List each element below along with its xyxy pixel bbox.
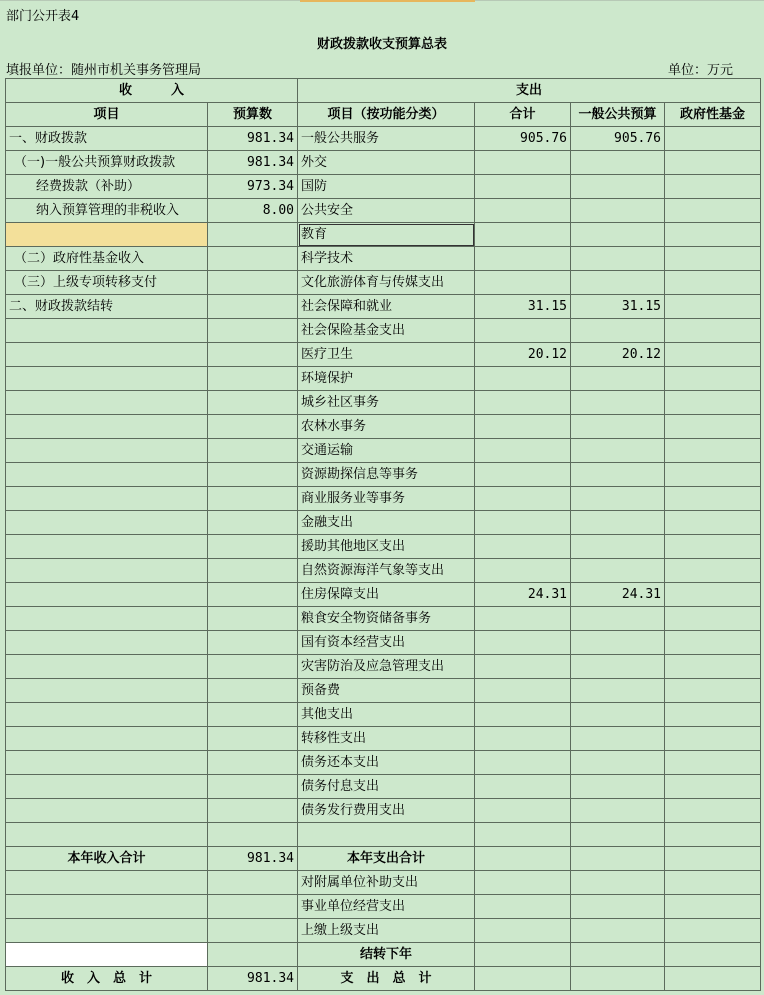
expense-item-cell[interactable]: 自然资源海洋气象等支出 — [298, 559, 475, 583]
income-value-cell[interactable] — [208, 247, 298, 271]
income-value-cell[interactable] — [208, 223, 298, 247]
expense-total-cell[interactable] — [475, 703, 571, 727]
income-item-cell[interactable]: （三）上级专项转移支付 — [6, 271, 208, 295]
income-value-cell[interactable] — [208, 559, 298, 583]
expense-fund-cell[interactable] — [665, 607, 761, 631]
table-row — [6, 151, 761, 175]
income-total-value[interactable]: 981.34 — [208, 847, 298, 871]
expense-fund-cell[interactable] — [665, 535, 761, 559]
top-border — [0, 0, 764, 1]
expense-total-cell[interactable] — [475, 199, 571, 223]
expense-fund-cell[interactable] — [665, 559, 761, 583]
expense-item-cell[interactable]: 债务发行费用支出 — [298, 799, 475, 823]
expense-item-cell[interactable]: 文化旅游体育与传媒支出 — [298, 271, 475, 295]
empty-cell[interactable] — [665, 967, 761, 991]
income-item-cell[interactable] — [6, 655, 208, 679]
expense-total-cell[interactable] — [475, 223, 571, 247]
table-row — [6, 487, 761, 511]
income-value-cell[interactable] — [208, 775, 298, 799]
col-total-header[interactable]: 合计 — [475, 103, 571, 127]
expense-fund-cell[interactable] — [665, 223, 761, 247]
expense-general-cell[interactable] — [571, 799, 665, 823]
expense-general-cell[interactable] — [571, 535, 665, 559]
table-row — [6, 775, 761, 799]
empty-cell[interactable] — [475, 847, 571, 871]
expense-item-cell[interactable] — [298, 823, 475, 847]
col-fund-header[interactable]: 政府性基金 — [665, 103, 761, 127]
expense-general-cell[interactable] — [571, 559, 665, 583]
table-row — [6, 727, 761, 751]
income-item-cell[interactable] — [6, 607, 208, 631]
expense-item-cell[interactable]: 商业服务业等事务 — [298, 487, 475, 511]
expense-item-cell[interactable]: 农林水事务 — [298, 415, 475, 439]
expense-general-cell[interactable] — [571, 367, 665, 391]
income-item-cell[interactable] — [6, 583, 208, 607]
expense-item-cell[interactable]: 转移性支出 — [298, 727, 475, 751]
income-value-cell[interactable] — [208, 823, 298, 847]
table-row — [6, 391, 761, 415]
expense-item-cell[interactable]: 外交 — [298, 151, 475, 175]
expense-fund-cell[interactable] — [665, 463, 761, 487]
income-value-cell[interactable]: 981.34 — [208, 151, 298, 175]
expense-fund-cell[interactable] — [665, 127, 761, 151]
income-item-cell[interactable]: （一)一般公共预算财政拨款 — [6, 151, 208, 175]
income-value-cell[interactable] — [208, 511, 298, 535]
empty-cell[interactable] — [571, 919, 665, 943]
income-value-cell[interactable]: 981.34 — [208, 127, 298, 151]
column-header-row — [6, 103, 761, 127]
expense-item-cell[interactable]: 一般公共服务 — [298, 127, 475, 151]
expense-general-cell[interactable] — [571, 247, 665, 271]
expense-fund-cell[interactable] — [665, 751, 761, 775]
expense-general-cell[interactable] — [571, 823, 665, 847]
expense-general-cell[interactable] — [571, 511, 665, 535]
carry-next-row — [6, 943, 761, 967]
empty-cell[interactable] — [665, 895, 761, 919]
empty-cell[interactable] — [475, 943, 571, 967]
expense-fund-cell[interactable] — [665, 823, 761, 847]
expense-total-cell[interactable] — [475, 391, 571, 415]
expense-total-cell[interactable] — [475, 823, 571, 847]
annual-total-row — [6, 847, 761, 871]
empty-cell[interactable] — [208, 943, 298, 967]
income-value-cell[interactable] — [208, 319, 298, 343]
expense-item-cell[interactable]: 科学技术 — [298, 247, 475, 271]
expense-total-cell[interactable] — [475, 271, 571, 295]
income-value-cell[interactable] — [208, 799, 298, 823]
empty-cell[interactable] — [6, 919, 208, 943]
income-value-cell[interactable] — [208, 415, 298, 439]
expense-item-cell[interactable]: 环境保护 — [298, 367, 475, 391]
expense-general-cell[interactable] — [571, 391, 665, 415]
income-value-cell[interactable] — [208, 703, 298, 727]
empty-cell[interactable] — [208, 895, 298, 919]
expense-fund-cell[interactable] — [665, 247, 761, 271]
col-func-header[interactable]: 项目（按功能分类） — [298, 103, 475, 127]
expense-total-cell[interactable] — [475, 151, 571, 175]
currency-unit: 单位：万元 — [668, 63, 734, 78]
expense-item-cell[interactable]: 社会保险基金支出 — [298, 319, 475, 343]
page-title: 财政拨款收支预算总表 — [316, 37, 447, 52]
expense-fund-cell[interactable] — [665, 727, 761, 751]
expense-item-cell[interactable]: 灾害防治及应急管理支出 — [298, 655, 475, 679]
income-value-cell[interactable] — [208, 631, 298, 655]
table-row — [6, 679, 761, 703]
expense-general-cell[interactable] — [571, 679, 665, 703]
expense-general-cell[interactable] — [571, 199, 665, 223]
expense-total-cell[interactable] — [475, 607, 571, 631]
income-value-cell[interactable]: 8.00 — [208, 199, 298, 223]
income-item-cell[interactable] — [6, 775, 208, 799]
income-value-cell[interactable] — [208, 487, 298, 511]
expense-fund-cell[interactable] — [665, 319, 761, 343]
grand-total-row — [6, 967, 761, 991]
reporting-unit: 填报单位：随州市机关事务管理局 — [6, 63, 202, 78]
income-item-cell[interactable]: （二）政府性基金收入 — [6, 247, 208, 271]
table-row — [6, 439, 761, 463]
expense-total-cell[interactable] — [475, 175, 571, 199]
income-value-cell[interactable] — [208, 439, 298, 463]
expense-general-cell[interactable] — [571, 151, 665, 175]
expense-total-cell[interactable]: 24.31 — [475, 583, 571, 607]
income-item-cell[interactable]: 纳入预算管理的非税收入 — [6, 199, 208, 223]
expense-general-cell[interactable] — [571, 607, 665, 631]
empty-cell[interactable] — [475, 919, 571, 943]
expense-general-cell[interactable]: 24.31 — [571, 583, 665, 607]
income-value-cell[interactable] — [208, 271, 298, 295]
table-row — [6, 175, 761, 199]
expense-group-header[interactable]: 支出 — [298, 79, 761, 103]
empty-cell[interactable] — [571, 847, 665, 871]
expense-total-cell[interactable] — [475, 439, 571, 463]
expense-fund-cell[interactable] — [665, 151, 761, 175]
income-item-cell[interactable] — [6, 511, 208, 535]
expense-general-cell[interactable] — [571, 319, 665, 343]
expense-total-cell[interactable] — [475, 511, 571, 535]
income-value-cell[interactable] — [208, 727, 298, 751]
group-header-row — [6, 79, 761, 103]
expense-total-cell[interactable] — [475, 799, 571, 823]
income-value-cell[interactable] — [208, 391, 298, 415]
income-item-cell[interactable]: 经费拨款（补助） — [6, 175, 208, 199]
empty-cell[interactable] — [475, 895, 571, 919]
active-cell-column-marker — [300, 0, 475, 2]
empty-cell[interactable] — [571, 895, 665, 919]
income-value-cell[interactable] — [208, 367, 298, 391]
table-row — [6, 703, 761, 727]
expense-total-cell[interactable]: 20.12 — [475, 343, 571, 367]
expense-item-cell[interactable]: 债务还本支出 — [298, 751, 475, 775]
empty-cell[interactable] — [6, 871, 208, 895]
expense-general-cell[interactable] — [571, 631, 665, 655]
income-item-cell[interactable]: 一、财政拨款 — [6, 127, 208, 151]
expense-general-cell[interactable] — [571, 223, 665, 247]
expense-fund-cell[interactable] — [665, 199, 761, 223]
income-item-cell[interactable] — [6, 391, 208, 415]
expense-fund-cell[interactable] — [665, 295, 761, 319]
table-row — [6, 631, 761, 655]
table-row — [6, 247, 761, 271]
grand-income-label[interactable]: 收 入 总 计 — [6, 967, 208, 991]
expense-fund-cell[interactable] — [665, 367, 761, 391]
income-value-cell[interactable] — [208, 679, 298, 703]
expense-fund-cell[interactable] — [665, 799, 761, 823]
empty-cell[interactable] — [571, 871, 665, 895]
table-row — [6, 271, 761, 295]
expense-item-cell[interactable]: 交通运输 — [298, 439, 475, 463]
expense-general-cell[interactable] — [571, 175, 665, 199]
income-value-cell[interactable] — [208, 295, 298, 319]
income-value-cell[interactable] — [208, 655, 298, 679]
expense-item-cell[interactable]: 国防 — [298, 175, 475, 199]
expense-extra-item[interactable]: 事业单位经营支出 — [298, 895, 475, 919]
income-item-cell[interactable] — [6, 823, 208, 847]
expense-general-cell[interactable] — [571, 439, 665, 463]
expense-total-cell[interactable] — [475, 655, 571, 679]
income-value-cell[interactable] — [208, 751, 298, 775]
income-item-cell[interactable] — [6, 535, 208, 559]
income-item-cell[interactable] — [6, 703, 208, 727]
expense-extra-item[interactable]: 对附属单位补助支出 — [298, 871, 475, 895]
empty-cell[interactable] — [475, 967, 571, 991]
grand-income-value[interactable]: 981.34 — [208, 967, 298, 991]
income-value-cell[interactable] — [208, 607, 298, 631]
expense-total-label[interactable]: 本年支出合计 — [298, 847, 475, 871]
expense-total-cell[interactable] — [475, 727, 571, 751]
income-item-cell[interactable] — [6, 463, 208, 487]
expense-total-cell[interactable]: 905.76 — [475, 127, 571, 151]
expense-general-cell[interactable] — [571, 727, 665, 751]
expense-item-cell[interactable]: 公共安全 — [298, 199, 475, 223]
income-item-cell[interactable] — [6, 343, 208, 367]
table-row — [6, 823, 761, 847]
expense-fund-cell[interactable] — [665, 391, 761, 415]
income-item-cell[interactable] — [6, 631, 208, 655]
expense-fund-cell[interactable] — [665, 583, 761, 607]
expense-item-cell[interactable]: 粮食安全物资储备事务 — [298, 607, 475, 631]
expense-total-cell[interactable] — [475, 679, 571, 703]
empty-cell[interactable] — [6, 895, 208, 919]
expense-item-cell[interactable]: 国有资本经营支出 — [298, 631, 475, 655]
expense-fund-cell[interactable] — [665, 271, 761, 295]
expense-total-cell[interactable] — [475, 247, 571, 271]
income-total-label[interactable]: 本年收入合计 — [6, 847, 208, 871]
expense-general-cell[interactable] — [571, 703, 665, 727]
empty-cell[interactable] — [475, 871, 571, 895]
income-item-cell[interactable] — [6, 223, 208, 247]
expense-general-cell[interactable]: 20.12 — [571, 343, 665, 367]
empty-cell[interactable] — [571, 967, 665, 991]
income-group-header[interactable]: 收 入 — [6, 79, 298, 103]
expense-total-cell[interactable] — [475, 487, 571, 511]
income-value-cell[interactable] — [208, 535, 298, 559]
expense-total-cell[interactable] — [475, 751, 571, 775]
income-item-cell[interactable] — [6, 799, 208, 823]
budget-table — [5, 78, 761, 991]
empty-cell[interactable] — [208, 919, 298, 943]
income-item-cell[interactable] — [6, 415, 208, 439]
col-budget-header[interactable]: 预算数 — [208, 103, 298, 127]
table-row — [6, 223, 761, 247]
expense-general-cell[interactable] — [571, 487, 665, 511]
income-item-cell[interactable] — [6, 319, 208, 343]
expense-total-cell[interactable] — [475, 631, 571, 655]
expense-item-cell[interactable]: 住房保障支出 — [298, 583, 475, 607]
expense-fund-cell[interactable] — [665, 487, 761, 511]
expense-total-cell[interactable] — [475, 367, 571, 391]
expense-general-cell[interactable] — [571, 463, 665, 487]
carry-next-label[interactable]: 结转下年 — [298, 943, 475, 967]
income-item-cell[interactable] — [6, 367, 208, 391]
expense-total-cell[interactable] — [475, 463, 571, 487]
expense-item-cell[interactable]: 债务付息支出 — [298, 775, 475, 799]
income-item-cell[interactable] — [6, 751, 208, 775]
table-row — [6, 127, 761, 151]
col-item-header[interactable]: 项目 — [6, 103, 208, 127]
empty-cell[interactable] — [571, 943, 665, 967]
empty-cell[interactable] — [208, 871, 298, 895]
expense-item-cell[interactable]: 援助其他地区支出 — [298, 535, 475, 559]
income-item-cell[interactable] — [6, 559, 208, 583]
table-row — [6, 511, 761, 535]
expense-total-cell[interactable] — [475, 559, 571, 583]
table-row — [6, 799, 761, 823]
income-item-cell[interactable] — [6, 727, 208, 751]
income-item-cell[interactable] — [6, 487, 208, 511]
expense-fund-cell[interactable] — [665, 175, 761, 199]
blank-white-cell[interactable] — [6, 943, 208, 967]
income-item-cell[interactable] — [6, 679, 208, 703]
expense-general-cell[interactable] — [571, 415, 665, 439]
expense-item-cell[interactable]: 医疗卫生 — [298, 343, 475, 367]
expense-item-cell[interactable]: 城乡社区事务 — [298, 391, 475, 415]
income-value-cell[interactable] — [208, 343, 298, 367]
expense-general-cell[interactable] — [571, 655, 665, 679]
table-tag: 部门公开表4 — [6, 9, 80, 24]
expense-fund-cell[interactable] — [665, 511, 761, 535]
income-value-cell[interactable] — [208, 583, 298, 607]
expense-total-cell[interactable] — [475, 319, 571, 343]
income-item-cell[interactable] — [6, 439, 208, 463]
expense-fund-cell[interactable] — [665, 415, 761, 439]
extra-row — [6, 871, 761, 895]
expense-total-cell[interactable]: 31.15 — [475, 295, 571, 319]
table-row — [6, 463, 761, 487]
table-row — [6, 535, 761, 559]
table-row — [6, 559, 761, 583]
expense-fund-cell[interactable] — [665, 775, 761, 799]
expense-general-cell[interactable] — [571, 775, 665, 799]
table-row — [6, 415, 761, 439]
table-row — [6, 583, 761, 607]
expense-total-cell[interactable] — [475, 415, 571, 439]
extra-row — [6, 895, 761, 919]
income-item-cell[interactable]: 二、财政拨款结转 — [6, 295, 208, 319]
grand-expense-label[interactable]: 支 出 总 计 — [298, 967, 475, 991]
expense-item-cell[interactable]: 教育 — [298, 223, 475, 247]
expense-item-cell[interactable]: 其他支出 — [298, 703, 475, 727]
expense-general-cell[interactable] — [571, 751, 665, 775]
expense-fund-cell[interactable] — [665, 655, 761, 679]
expense-item-cell[interactable]: 资源勘探信息等事务 — [298, 463, 475, 487]
table-row — [6, 655, 761, 679]
col-general-header[interactable]: 一般公共预算 — [571, 103, 665, 127]
expense-total-cell[interactable] — [475, 535, 571, 559]
expense-fund-cell[interactable] — [665, 679, 761, 703]
expense-general-cell[interactable]: 905.76 — [571, 127, 665, 151]
table-row — [6, 367, 761, 391]
expense-general-cell[interactable]: 31.15 — [571, 295, 665, 319]
table-row — [6, 319, 761, 343]
expense-fund-cell[interactable] — [665, 631, 761, 655]
income-value-cell[interactable] — [208, 463, 298, 487]
expense-item-cell[interactable]: 社会保障和就业 — [298, 295, 475, 319]
expense-general-cell[interactable] — [571, 271, 665, 295]
expense-fund-cell[interactable] — [665, 439, 761, 463]
table-row — [6, 199, 761, 223]
table-row — [6, 751, 761, 775]
expense-fund-cell[interactable] — [665, 343, 761, 367]
expense-total-cell[interactable] — [475, 775, 571, 799]
table-row — [6, 295, 761, 319]
table-row — [6, 343, 761, 367]
expense-item-cell[interactable]: 金融支出 — [298, 511, 475, 535]
empty-cell[interactable] — [665, 919, 761, 943]
empty-cell[interactable] — [665, 871, 761, 895]
empty-cell[interactable] — [665, 847, 761, 871]
table-row — [6, 607, 761, 631]
extra-row — [6, 919, 761, 943]
expense-fund-cell[interactable] — [665, 703, 761, 727]
expense-item-cell[interactable]: 预备费 — [298, 679, 475, 703]
expense-extra-item[interactable]: 上缴上级支出 — [298, 919, 475, 943]
income-value-cell[interactable]: 973.34 — [208, 175, 298, 199]
empty-cell[interactable] — [665, 943, 761, 967]
